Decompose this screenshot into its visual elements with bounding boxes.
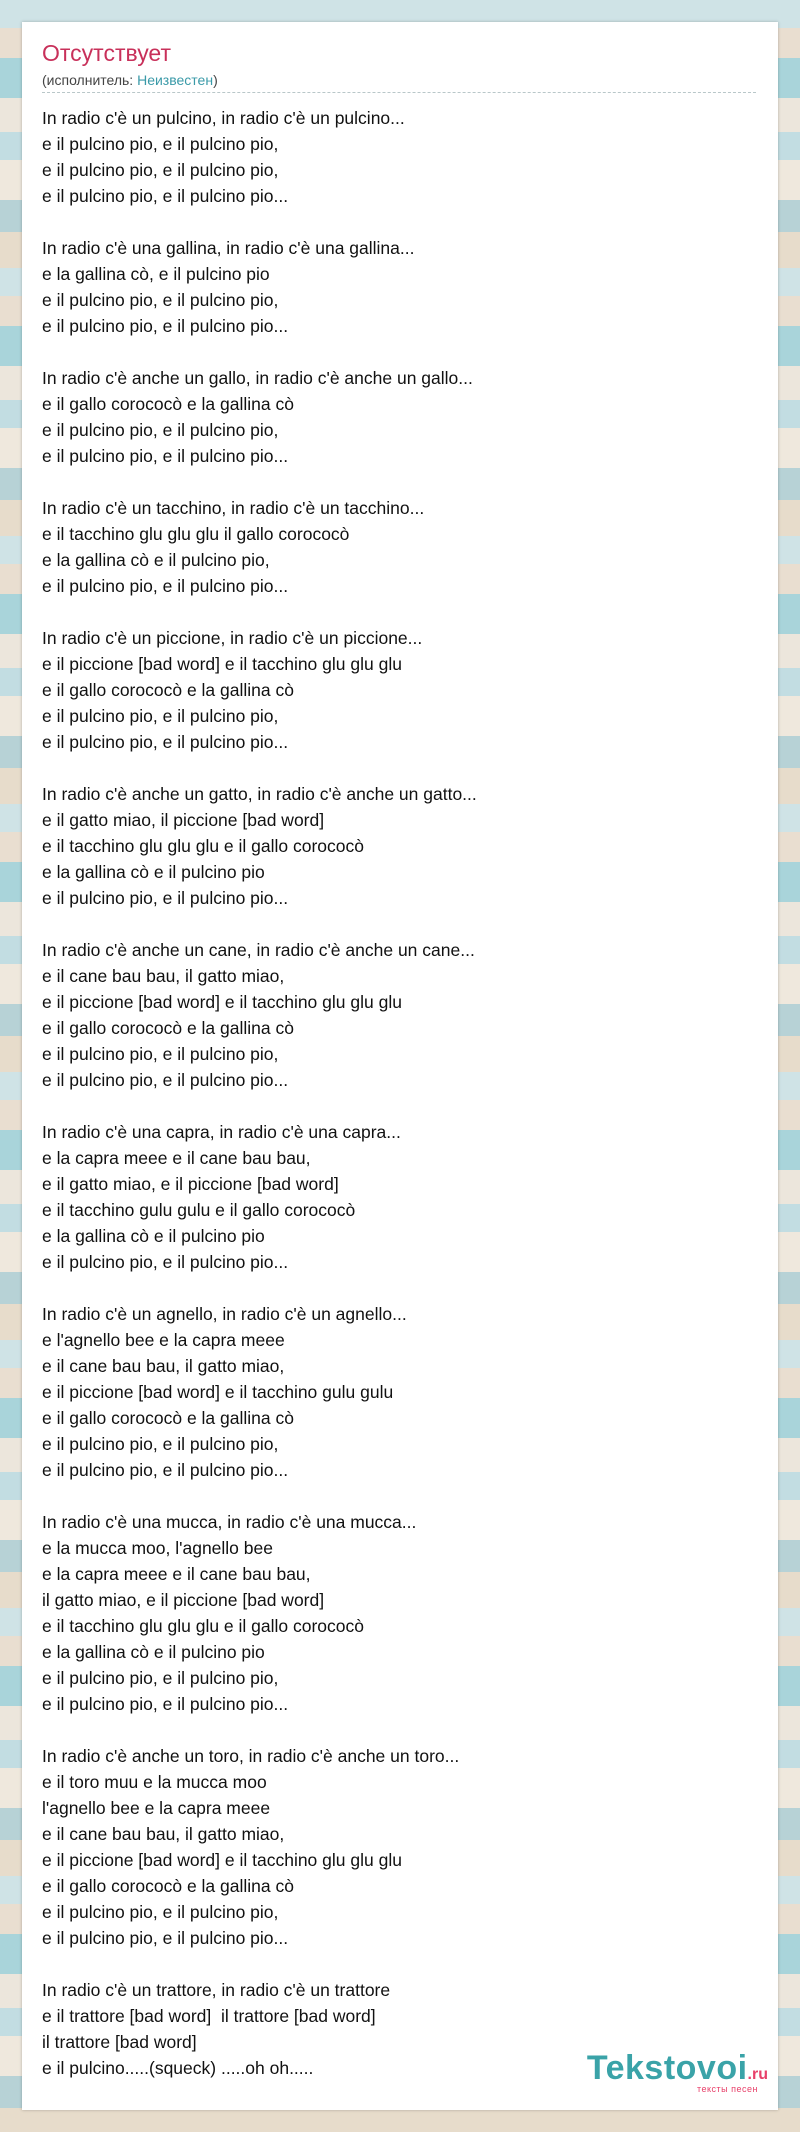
title-divider	[42, 92, 756, 93]
lyrics-card	[22, 22, 778, 2110]
lyrics-stanza	[42, 235, 762, 339]
lyrics-line: e l'agnello bee e la capra meee	[42, 1330, 285, 1350]
artist-link[interactable]: Неизвестен	[137, 72, 214, 88]
lyrics-line: In radio c'è una capra, in radio c'è una capra...	[42, 1122, 401, 1142]
lyrics-line: il trattore [bad word]	[42, 2032, 197, 2052]
lyrics-line: In radio c'è un piccione, in radio c'è un piccione...	[42, 628, 423, 648]
lyrics-line: In radio c'è anche un gatto, in radio c'è anche un gatto...	[42, 784, 477, 804]
lyrics-line: e il pulcino pio, e il pulcino pio...	[42, 576, 289, 596]
lyrics-line: il gatto miao, e il piccione [bad word]	[42, 1590, 325, 1610]
lyrics-line: e il pulcino.....(squeck) .....oh oh.....	[42, 2058, 314, 2078]
lyrics-line: e la gallina cò e il pulcino pio	[42, 1642, 265, 1662]
lyrics-line: e il pulcino pio, e il pulcino pio,	[42, 1044, 279, 1064]
lyrics-line: e il gallo corococò e la gallina cò	[42, 1876, 294, 1896]
lyrics-line: In radio c'è una gallina, in radio c'è una gallina...	[42, 238, 415, 258]
lyrics-line: In radio c'è una mucca, in radio c'è una mucca...	[42, 1512, 417, 1532]
lyrics-line: In radio c'è un agnello, in radio c'è un agnello...	[42, 1304, 407, 1324]
site-logo[interactable]	[587, 2049, 768, 2094]
lyrics-stanza	[42, 625, 762, 755]
lyrics-line: e il gallo corococò e la gallina cò	[42, 1408, 294, 1428]
logo-wordmark: Tekstovoi	[586, 2049, 748, 2087]
song-title: Отсутствует	[42, 40, 171, 66]
lyrics-line: e il pulcino pio, e il pulcino pio...	[42, 1928, 289, 1948]
artist-prefix: (исполнитель:	[42, 72, 138, 88]
lyrics-line: In radio c'è un pulcino, in radio c'è un pulcino...	[42, 108, 405, 128]
lyrics-line: e la gallina cò e il pulcino pio	[42, 1226, 265, 1246]
lyrics-line: e il tacchino glu glu glu e il gallo corococò	[42, 1616, 364, 1636]
lyrics-line: e il pulcino pio, e il pulcino pio,	[42, 1668, 279, 1688]
lyrics-line: e il pulcino pio, e il pulcino pio,	[42, 290, 279, 310]
lyrics-stanza	[42, 495, 762, 599]
lyrics-line: e il pulcino pio, e il pulcino pio,	[42, 1434, 279, 1454]
lyrics-line: In radio c'è anche un cane, in radio c'è anche un cane...	[42, 940, 475, 960]
lyrics-stanza	[42, 105, 762, 209]
lyrics-line: In radio c'è anche un toro, in radio c'è anche un toro...	[42, 1746, 460, 1766]
artist-byline	[42, 72, 218, 88]
lyrics-line: e il pulcino pio, e il pulcino pio...	[42, 1694, 289, 1714]
lyrics-stanza	[42, 1743, 762, 1951]
lyrics-line: e il trattore [bad word] il trattore [bad word]	[42, 2006, 376, 2026]
lyrics-line: e il pulcino pio, e il pulcino pio,	[42, 134, 279, 154]
lyrics-line: e il gatto miao, il piccione [bad word]	[42, 810, 325, 830]
lyrics-line: e il gallo corococò e la gallina cò	[42, 680, 294, 700]
lyrics-stanza	[42, 937, 762, 1093]
lyrics-line: e il gallo corococò e la gallina cò	[42, 394, 294, 414]
lyrics-line: e il pulcino pio, e il pulcino pio,	[42, 420, 279, 440]
logo-tagline: тексты песен	[696, 2084, 758, 2094]
lyrics-line: e il cane bau bau, il gatto miao,	[42, 1824, 285, 1844]
lyrics-line: e il pulcino pio, e il pulcino pio,	[42, 1902, 279, 1922]
lyrics-line: In radio c'è un trattore, in radio c'è un trattore	[42, 1980, 391, 2000]
lyrics-line: e il tacchino gulu gulu e il gallo corococò	[42, 1200, 356, 1220]
logo-domain-suffix: .ru	[747, 2066, 768, 2083]
lyrics-line: e il pulcino pio, e il pulcino pio...	[42, 1252, 289, 1272]
lyrics-line: e il piccione [bad word] e il tacchino glu glu glu	[42, 1850, 402, 1870]
lyrics-line: e la gallina cò e il pulcino pio,	[42, 550, 270, 570]
lyrics-line: e il piccione [bad word] e il tacchino glu glu glu	[42, 992, 402, 1012]
lyrics-line: e il toro muu e la mucca moo	[42, 1772, 267, 1792]
lyrics-line: e la capra meee e il cane bau bau,	[42, 1148, 311, 1168]
lyrics-line: e il cane bau bau, il gatto miao,	[42, 966, 285, 986]
lyrics-stanza	[42, 1301, 762, 1483]
lyrics-stanza	[42, 1119, 762, 1275]
lyrics-line: e la gallina cò, e il pulcino pio	[42, 264, 270, 284]
lyrics-line: e il piccione [bad word] e il tacchino glu glu glu	[42, 654, 402, 674]
lyrics-line: e il pulcino pio, e il pulcino pio...	[42, 888, 289, 908]
lyrics-line: e il pulcino pio, e il pulcino pio,	[42, 160, 279, 180]
lyrics-line: e il pulcino pio, e il pulcino pio...	[42, 1070, 289, 1090]
lyrics-text	[42, 105, 762, 2107]
lyrics-line: e il gatto miao, e il piccione [bad word]	[42, 1174, 339, 1194]
lyrics-line: e la capra meee e il cane bau bau,	[42, 1564, 311, 1584]
lyrics-line: e il gallo corococò e la gallina cò	[42, 1018, 294, 1038]
lyrics-line: e il pulcino pio, e il pulcino pio,	[42, 706, 279, 726]
lyrics-line: e il cane bau bau, il gatto miao,	[42, 1356, 285, 1376]
lyrics-line: e il pulcino pio, e il pulcino pio...	[42, 1460, 289, 1480]
lyrics-line: l'agnello bee e la capra meee	[42, 1798, 271, 1818]
lyrics-stanza	[42, 781, 762, 911]
lyrics-line: e la gallina cò e il pulcino pio	[42, 862, 265, 882]
lyrics-line: e la mucca moo, l'agnello bee	[42, 1538, 273, 1558]
lyrics-line: e il pulcino pio, e il pulcino pio...	[42, 186, 289, 206]
lyrics-line: e il pulcino pio, e il pulcino pio...	[42, 316, 289, 336]
lyrics-stanza	[42, 365, 762, 469]
lyrics-line: In radio c'è anche un gallo, in radio c'è anche un gallo...	[42, 368, 473, 388]
artist-suffix: )	[213, 72, 218, 88]
lyrics-line: e il tacchino glu glu glu e il gallo corococò	[42, 836, 364, 856]
lyrics-line: e il piccione [bad word] e il tacchino gulu gulu	[42, 1382, 394, 1402]
lyrics-line: e il pulcino pio, e il pulcino pio...	[42, 732, 289, 752]
lyrics-line: e il pulcino pio, e il pulcino pio...	[42, 446, 289, 466]
lyrics-line: e il tacchino glu glu glu il gallo corococò	[42, 524, 350, 544]
lyrics-stanza	[42, 1509, 762, 1717]
lyrics-line: In radio c'è un tacchino, in radio c'è un tacchino...	[42, 498, 425, 518]
